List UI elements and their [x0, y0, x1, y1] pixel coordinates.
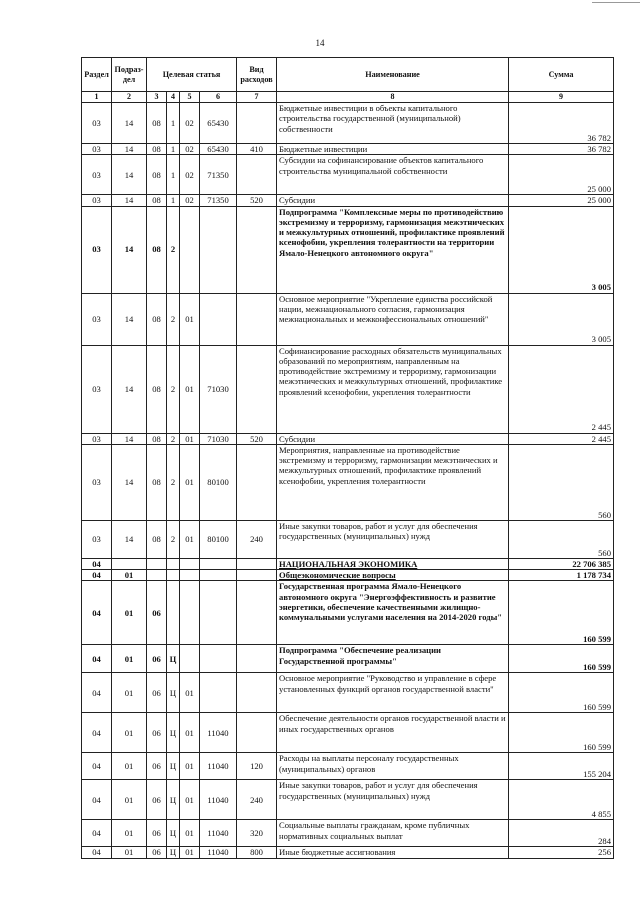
name-cell: Основное мероприятие "Руководство и управление в сфере установленных функций органов государственной власти": [277, 673, 509, 713]
sum-cell: 160 599: [509, 645, 614, 673]
name-cell: Бюджетные инвестиции: [277, 144, 509, 155]
cs-subprogram-cell: 2: [167, 293, 180, 345]
header-naimenovanie: Наименование: [277, 58, 509, 92]
cs-direction-cell: [200, 558, 237, 569]
cs-program-cell: 06: [147, 753, 167, 780]
cs-subprogram-cell: Ц: [167, 645, 180, 673]
cs-direction-cell: 71030: [200, 345, 237, 433]
podrazdel-cell: 01: [112, 753, 147, 780]
table-row: [82, 780, 614, 820]
cs-program-cell: 06: [147, 780, 167, 820]
razdel-cell: 04: [82, 820, 112, 847]
table-row: [82, 345, 614, 433]
podrazdel-cell: 01: [112, 645, 147, 673]
cs-event-cell: 01: [180, 345, 200, 433]
cs-subprogram-cell: 2: [167, 520, 180, 558]
name-cell: Субсидии: [277, 195, 509, 206]
col-number: 2: [112, 92, 147, 103]
name-cell: Общеэкономические вопросы: [277, 570, 509, 581]
table-row: [82, 645, 614, 673]
cs-program-cell: 08: [147, 293, 167, 345]
name-cell: НАЦИОНАЛЬНАЯ ЭКОНОМИКА: [277, 558, 509, 569]
cs-subprogram-cell: Ц: [167, 673, 180, 713]
name-cell: Иные закупки товаров, работ и услуг для обеспечения государственных (муниципальных) нужд: [277, 520, 509, 558]
table-row: [82, 713, 614, 753]
podrazdel-cell: 14: [112, 103, 147, 144]
table-row: [82, 558, 614, 569]
podrazdel-cell: 01: [112, 820, 147, 847]
table-row: [82, 155, 614, 195]
cs-direction-cell: [200, 581, 237, 645]
sum-cell: 22 706 385: [509, 558, 614, 569]
cs-event-cell: 02: [180, 155, 200, 195]
sum-cell: 160 599: [509, 713, 614, 753]
vid-cell: 520: [237, 195, 277, 206]
table-row: [82, 444, 614, 520]
sum-cell: 560: [509, 520, 614, 558]
cs-direction-cell: [200, 206, 237, 293]
vid-cell: [237, 581, 277, 645]
cs-program-cell: [147, 570, 167, 581]
vid-cell: [237, 645, 277, 673]
vid-cell: [237, 713, 277, 753]
cs-event-cell: 02: [180, 144, 200, 155]
cs-program-cell: 08: [147, 144, 167, 155]
cs-program-cell: 08: [147, 155, 167, 195]
cs-subprogram-cell: Ц: [167, 753, 180, 780]
cs-event-cell: 01: [180, 713, 200, 753]
cs-direction-cell: [200, 570, 237, 581]
vid-cell: [237, 103, 277, 144]
cs-subprogram-cell: 2: [167, 206, 180, 293]
cs-subprogram-cell: 2: [167, 345, 180, 433]
cs-subprogram-cell: 1: [167, 144, 180, 155]
sum-cell: 36 782: [509, 144, 614, 155]
cs-subprogram-cell: Ц: [167, 820, 180, 847]
podrazdel-cell: 01: [112, 673, 147, 713]
podrazdel-cell: 14: [112, 293, 147, 345]
cs-direction-cell: 11040: [200, 753, 237, 780]
vid-cell: [237, 444, 277, 520]
col-number: 9: [509, 92, 614, 103]
header-vid-raskhodov: Вид расходов: [237, 58, 277, 92]
cs-subprogram-cell: Ц: [167, 713, 180, 753]
header-summa: Сумма: [509, 58, 614, 92]
table-row: [82, 195, 614, 206]
cs-event-cell: 01: [180, 673, 200, 713]
cs-program-cell: 08: [147, 433, 167, 444]
sum-cell: 25 000: [509, 155, 614, 195]
cs-event-cell: [180, 581, 200, 645]
col-number: 6: [200, 92, 237, 103]
podrazdel-cell: 01: [112, 847, 147, 858]
vid-cell: [237, 570, 277, 581]
cs-direction-cell: [200, 645, 237, 673]
budget-table: [81, 57, 614, 859]
name-cell: Мероприятия, направленные на противодействие экстремизму и терроризму, гармонизации межэтнических и межкультурных отношений, профилактике проявлений ксенофобии, укрепления толерантности: [277, 444, 509, 520]
cs-program-cell: 08: [147, 195, 167, 206]
razdel-cell: 03: [82, 520, 112, 558]
table-row: [82, 753, 614, 780]
vid-cell: 240: [237, 520, 277, 558]
table-row: [82, 570, 614, 581]
table-row: [82, 820, 614, 847]
cs-program-cell: 06: [147, 820, 167, 847]
podrazdel-cell: 01: [112, 581, 147, 645]
header-podrazdel: Подраз-дел: [112, 58, 147, 92]
podrazdel-cell: 14: [112, 345, 147, 433]
cs-subprogram-cell: 2: [167, 444, 180, 520]
vid-cell: [237, 155, 277, 195]
cs-direction-cell: 71350: [200, 195, 237, 206]
podrazdel-cell: 14: [112, 155, 147, 195]
sum-cell: 36 782: [509, 103, 614, 144]
name-cell: Основное мероприятие "Укрепление единства российской нации, межнационального согласия, гармонизация межнациональных и межконфессиональных отношений": [277, 293, 509, 345]
sum-cell: 4 855: [509, 780, 614, 820]
vid-cell: [237, 345, 277, 433]
cs-event-cell: 01: [180, 293, 200, 345]
podrazdel-cell: 14: [112, 195, 147, 206]
razdel-cell: 03: [82, 195, 112, 206]
cs-direction-cell: [200, 673, 237, 713]
cs-program-cell: 08: [147, 345, 167, 433]
sum-cell: 3 005: [509, 293, 614, 345]
vid-cell: [237, 558, 277, 569]
table-row: [82, 581, 614, 645]
cs-event-cell: [180, 558, 200, 569]
cs-direction-cell: 80100: [200, 444, 237, 520]
sum-cell: 256: [509, 847, 614, 858]
header-celevaya-statya: Целевая статья: [147, 58, 237, 92]
cs-subprogram-cell: [167, 558, 180, 569]
podrazdel-cell: 14: [112, 144, 147, 155]
razdel-cell: 03: [82, 444, 112, 520]
razdel-cell: 03: [82, 144, 112, 155]
cs-event-cell: 01: [180, 780, 200, 820]
cs-event-cell: 01: [180, 444, 200, 520]
podrazdel-cell: 01: [112, 570, 147, 581]
col-number: 4: [167, 92, 180, 103]
razdel-cell: 04: [82, 558, 112, 569]
razdel-cell: 04: [82, 645, 112, 673]
podrazdel-cell: 01: [112, 780, 147, 820]
vid-cell: 120: [237, 753, 277, 780]
scan-mark: [592, 2, 640, 3]
cs-direction-cell: 71350: [200, 155, 237, 195]
cs-subprogram-cell: 1: [167, 195, 180, 206]
podrazdel-cell: 01: [112, 713, 147, 753]
razdel-cell: 03: [82, 206, 112, 293]
cs-direction-cell: [200, 293, 237, 345]
name-cell: Подпрограмма "Обеспечение реализации Государственной программы": [277, 645, 509, 673]
sum-cell: 160 599: [509, 673, 614, 713]
name-cell: Государственная программа Ямало-Ненецкого автономного округа "Энергоэффективность и развитие энергетики, обеспечение качественными жилищно-коммунальными услугами населения на 2014-2020 годы": [277, 581, 509, 645]
sum-cell: 284: [509, 820, 614, 847]
name-cell: Субсидии на софинансирование объектов капитального строительства муниципальной собственности: [277, 155, 509, 195]
razdel-cell: 04: [82, 673, 112, 713]
cs-program-cell: 06: [147, 581, 167, 645]
podrazdel-cell: 14: [112, 206, 147, 293]
cs-subprogram-cell: [167, 570, 180, 581]
table-row: [82, 293, 614, 345]
cs-event-cell: [180, 645, 200, 673]
cs-event-cell: 01: [180, 820, 200, 847]
cs-event-cell: [180, 206, 200, 293]
razdel-cell: 03: [82, 345, 112, 433]
page-number: 14: [315, 38, 325, 48]
podrazdel-cell: 14: [112, 444, 147, 520]
name-cell: Иные бюджетные ассигнования: [277, 847, 509, 858]
cs-event-cell: 01: [180, 520, 200, 558]
sum-cell: 2 445: [509, 433, 614, 444]
razdel-cell: 03: [82, 103, 112, 144]
name-cell: Бюджетные инвестиции в объекты капитального строительства государственной (муниципальной) собственности: [277, 103, 509, 144]
podrazdel-cell: [112, 558, 147, 569]
vid-cell: 410: [237, 144, 277, 155]
cs-program-cell: 08: [147, 520, 167, 558]
cs-event-cell: 01: [180, 433, 200, 444]
vid-cell: 520: [237, 433, 277, 444]
vid-cell: [237, 206, 277, 293]
podrazdel-cell: 14: [112, 520, 147, 558]
name-cell: Расходы на выплаты персоналу государственных (муниципальных) органов: [277, 753, 509, 780]
cs-subprogram-cell: 1: [167, 103, 180, 144]
col-number: 1: [82, 92, 112, 103]
name-cell: Подпрограмма "Комплексные меры по противодействию экстремизму и терроризму, гармонизация межэтнических и межкультурных отношений, профилактике проявлений ксенофобии, укрепления толерантности на территории Ямало-Ненецкого автономного округа": [277, 206, 509, 293]
table-row: [82, 433, 614, 444]
header-razdel: Раздел: [82, 58, 112, 92]
column-number-row: [82, 92, 614, 103]
col-number: 3: [147, 92, 167, 103]
table-row: [82, 673, 614, 713]
header-row: [82, 58, 614, 92]
name-cell: Софинансирование расходных обязательств муниципальных образований по мероприятиям, направленным на противодействие экстремизму и терроризму, гармонизации межэтнических и межкультурных отношений, профилактике проявлений ксенофобии, укрепления толерантности: [277, 345, 509, 433]
col-number: 8: [277, 92, 509, 103]
cs-subprogram-cell: [167, 581, 180, 645]
cs-direction-cell: 11040: [200, 780, 237, 820]
cs-event-cell: 02: [180, 195, 200, 206]
cs-program-cell: 08: [147, 103, 167, 144]
table-row: [82, 206, 614, 293]
cs-program-cell: 06: [147, 713, 167, 753]
cs-direction-cell: 71030: [200, 433, 237, 444]
table-row: [82, 847, 614, 858]
cs-direction-cell: 11040: [200, 847, 237, 858]
razdel-cell: 04: [82, 780, 112, 820]
podrazdel-cell: 14: [112, 433, 147, 444]
razdel-cell: 04: [82, 753, 112, 780]
cs-program-cell: 06: [147, 847, 167, 858]
cs-program-cell: 08: [147, 206, 167, 293]
sum-cell: 155 204: [509, 753, 614, 780]
cs-program-cell: 08: [147, 444, 167, 520]
cs-subprogram-cell: 2: [167, 433, 180, 444]
sum-cell: 2 445: [509, 345, 614, 433]
sum-cell: 1 178 734: [509, 570, 614, 581]
cs-event-cell: 02: [180, 103, 200, 144]
cs-direction-cell: 65430: [200, 144, 237, 155]
sum-cell: 25 000: [509, 195, 614, 206]
sum-cell: 3 005: [509, 206, 614, 293]
razdel-cell: 03: [82, 293, 112, 345]
razdel-cell: 03: [82, 155, 112, 195]
razdel-cell: 04: [82, 713, 112, 753]
cs-subprogram-cell: Ц: [167, 780, 180, 820]
razdel-cell: 03: [82, 433, 112, 444]
cs-program-cell: 06: [147, 673, 167, 713]
table-row: [82, 144, 614, 155]
razdel-cell: 04: [82, 847, 112, 858]
table-row: [82, 103, 614, 144]
razdel-cell: 04: [82, 581, 112, 645]
vid-cell: 240: [237, 780, 277, 820]
razdel-cell: 04: [82, 570, 112, 581]
cs-event-cell: 01: [180, 847, 200, 858]
name-cell: Иные закупки товаров, работ и услуг для обеспечения государственных (муниципальных) нужд: [277, 780, 509, 820]
name-cell: Субсидии: [277, 433, 509, 444]
cs-direction-cell: 11040: [200, 713, 237, 753]
name-cell: Обеспечение деятельности органов государственной власти и иных государственных органов: [277, 713, 509, 753]
vid-cell: [237, 293, 277, 345]
name-cell: Социальные выплаты гражданам, кроме публичных нормативных социальных выплат: [277, 820, 509, 847]
cs-direction-cell: 11040: [200, 820, 237, 847]
cs-program-cell: [147, 558, 167, 569]
vid-cell: 800: [237, 847, 277, 858]
vid-cell: [237, 673, 277, 713]
cs-subprogram-cell: 1: [167, 155, 180, 195]
table-row: [82, 520, 614, 558]
cs-program-cell: 06: [147, 645, 167, 673]
sum-cell: 160 599: [509, 581, 614, 645]
cs-event-cell: [180, 570, 200, 581]
cs-subprogram-cell: Ц: [167, 847, 180, 858]
cs-event-cell: 01: [180, 753, 200, 780]
col-number: 5: [180, 92, 200, 103]
cs-direction-cell: 80100: [200, 520, 237, 558]
cs-direction-cell: 65430: [200, 103, 237, 144]
vid-cell: 320: [237, 820, 277, 847]
sum-cell: 560: [509, 444, 614, 520]
col-number: 7: [237, 92, 277, 103]
